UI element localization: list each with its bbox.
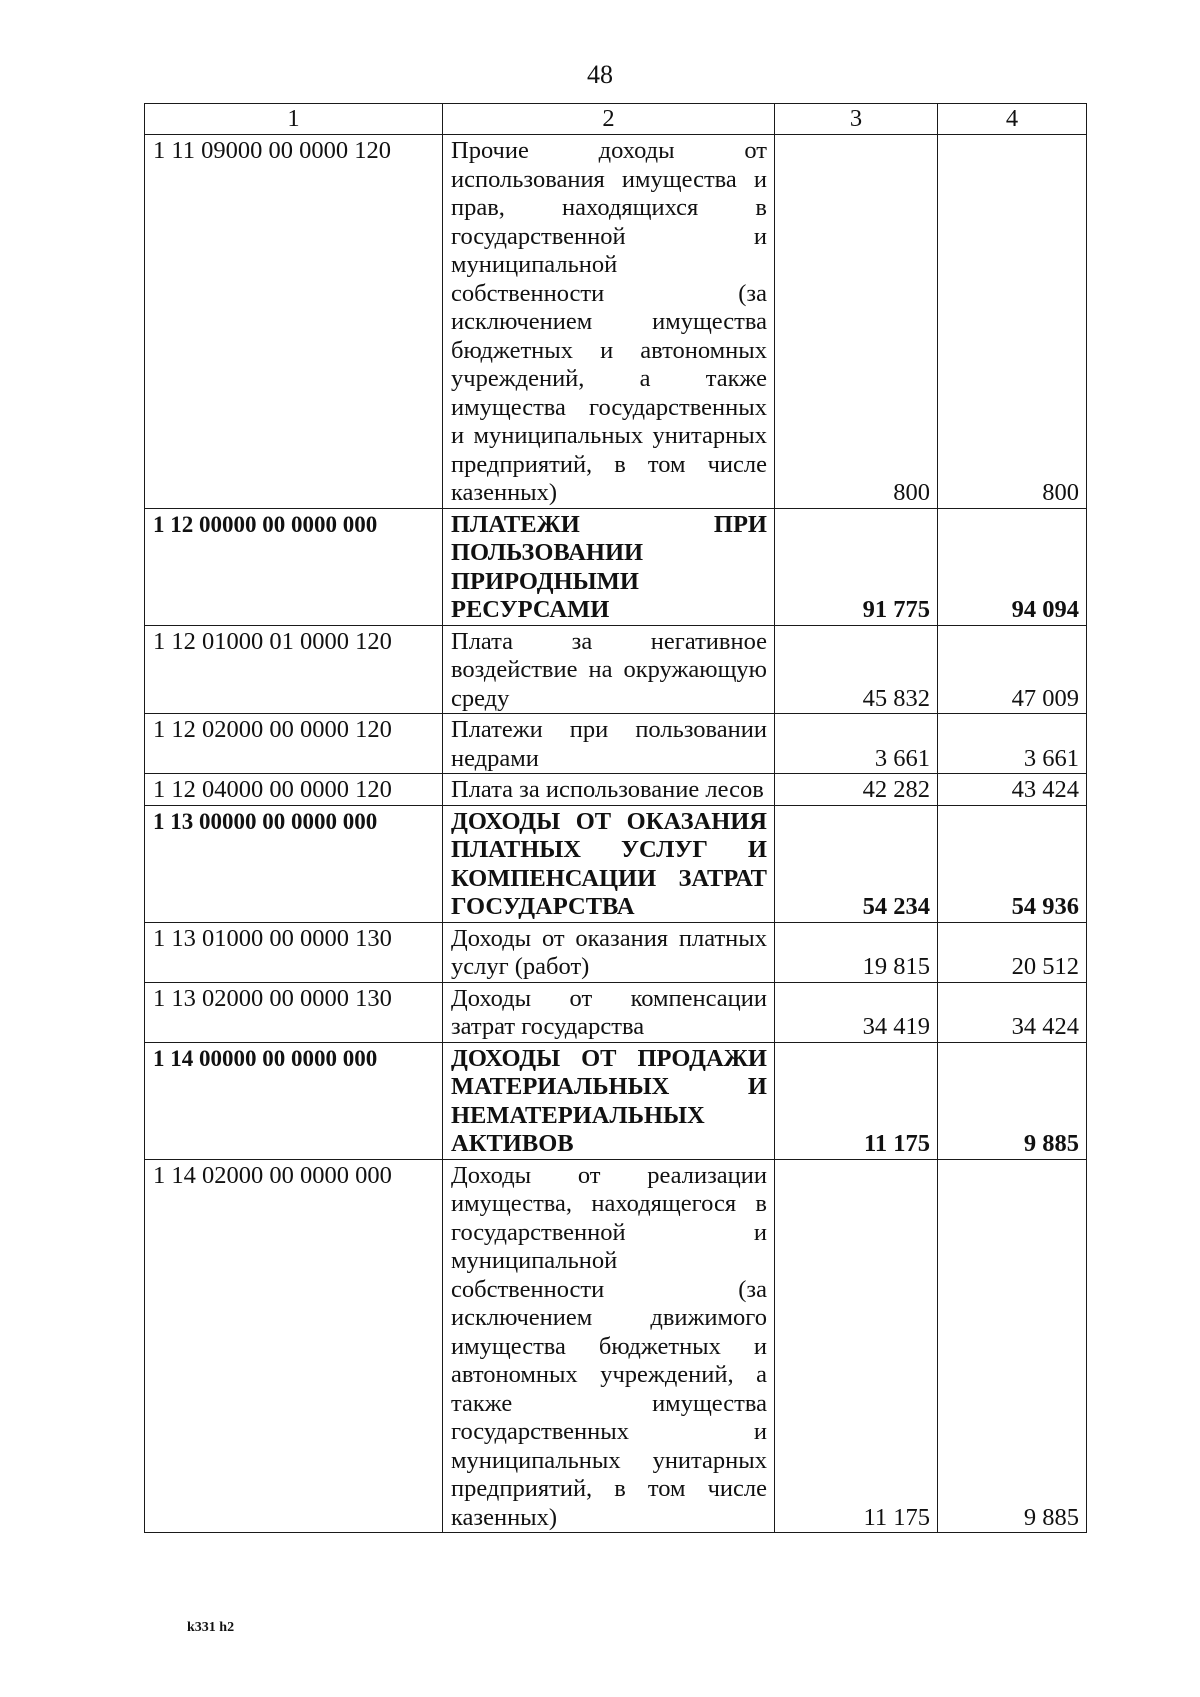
amount-col-4: 20 512	[938, 922, 1087, 982]
header-col-3: 3	[775, 104, 938, 135]
amount-col-4: 9 885	[938, 1042, 1087, 1159]
budget-code: 1 13 01000 00 0000 130	[145, 922, 443, 982]
header-col-1: 1	[145, 104, 443, 135]
budget-code: 1 14 02000 00 0000 000	[145, 1159, 443, 1533]
amount-col-3: 42 282	[775, 774, 938, 806]
amount-col-4: 47 009	[938, 625, 1087, 714]
table-row	[145, 714, 1087, 774]
amount-col-3: 45 832	[775, 625, 938, 714]
header-row	[145, 104, 1087, 135]
table-row	[145, 625, 1087, 714]
income-name: ПЛАТЕЖИ ПРИ ПОЛЬЗОВАНИИ ПРИРОДНЫМИ РЕСУРСАМИ	[443, 508, 775, 625]
amount-col-3: 11 175	[775, 1042, 938, 1159]
budget-code: 1 12 00000 00 0000 000	[145, 508, 443, 625]
income-name: Плата за негативное воздействие на окружающую среду	[443, 625, 775, 714]
budget-revenue-table	[144, 103, 1087, 1533]
income-name: ДОХОДЫ ОТ ОКАЗАНИЯ ПЛАТНЫХ УСЛУГ И КОМПЕНСАЦИИ ЗАТРАТ ГОСУДАРСТВА	[443, 805, 775, 922]
header-col-4: 4	[938, 104, 1087, 135]
amount-col-3: 19 815	[775, 922, 938, 982]
table-row	[145, 774, 1087, 806]
header-col-2: 2	[443, 104, 775, 135]
budget-code: 1 13 00000 00 0000 000	[145, 805, 443, 922]
page-number: 48	[587, 60, 613, 89]
budget-code: 1 14 00000 00 0000 000	[145, 1042, 443, 1159]
amount-col-4: 54 936	[938, 805, 1087, 922]
document-footer-code: k331 h2	[187, 1620, 235, 1635]
budget-code: 1 12 02000 00 0000 120	[145, 714, 443, 774]
amount-col-4: 3 661	[938, 714, 1087, 774]
amount-col-3: 3 661	[775, 714, 938, 774]
income-name: ДОХОДЫ ОТ ПРОДАЖИ МАТЕРИАЛЬНЫХ И НЕМАТЕРИАЛЬНЫХ АКТИВОВ	[443, 1042, 775, 1159]
amount-col-3: 800	[775, 135, 938, 509]
table-row	[145, 982, 1087, 1042]
amount-col-4: 43 424	[938, 774, 1087, 806]
income-name: Плата за использование лесов	[443, 774, 775, 806]
table-row-section	[145, 805, 1087, 922]
amount-col-3: 11 175	[775, 1159, 938, 1533]
income-name: Доходы от оказания платных услуг (работ)	[443, 922, 775, 982]
table-row-section	[145, 1042, 1087, 1159]
budget-code: 1 11 09000 00 0000 120	[145, 135, 443, 509]
income-name: Доходы от реализации имущества, находящегося в государственной и муниципальной собственности (за исключением движимого имущества бюджетных и автономных учреждений, а также имущества государственных и муниципальных унитарных предприятий, в том числе казенных)	[443, 1159, 775, 1533]
table-row-section	[145, 508, 1087, 625]
amount-col-3: 54 234	[775, 805, 938, 922]
budget-code: 1 12 01000 01 0000 120	[145, 625, 443, 714]
amount-col-4: 94 094	[938, 508, 1087, 625]
table-row	[145, 135, 1087, 509]
income-name: Доходы от компенсации затрат государства	[443, 982, 775, 1042]
budget-code: 1 13 02000 00 0000 130	[145, 982, 443, 1042]
budget-code: 1 12 04000 00 0000 120	[145, 774, 443, 806]
table-row	[145, 922, 1087, 982]
amount-col-4: 800	[938, 135, 1087, 509]
income-name: Прочие доходы от использования имущества и прав, находящихся в государственной и муниципальной собственности (за исключением имущества бюджетных и автономных учреждений, а также имущества государственных и муниципальных унитарных предприятий, в том числе казенных)	[443, 135, 775, 509]
amount-col-3: 91 775	[775, 508, 938, 625]
table-body	[145, 135, 1087, 1533]
amount-col-3: 34 419	[775, 982, 938, 1042]
income-name: Платежи при пользовании недрами	[443, 714, 775, 774]
amount-col-4: 9 885	[938, 1159, 1087, 1533]
table-row	[145, 1159, 1087, 1533]
amount-col-4: 34 424	[938, 982, 1087, 1042]
